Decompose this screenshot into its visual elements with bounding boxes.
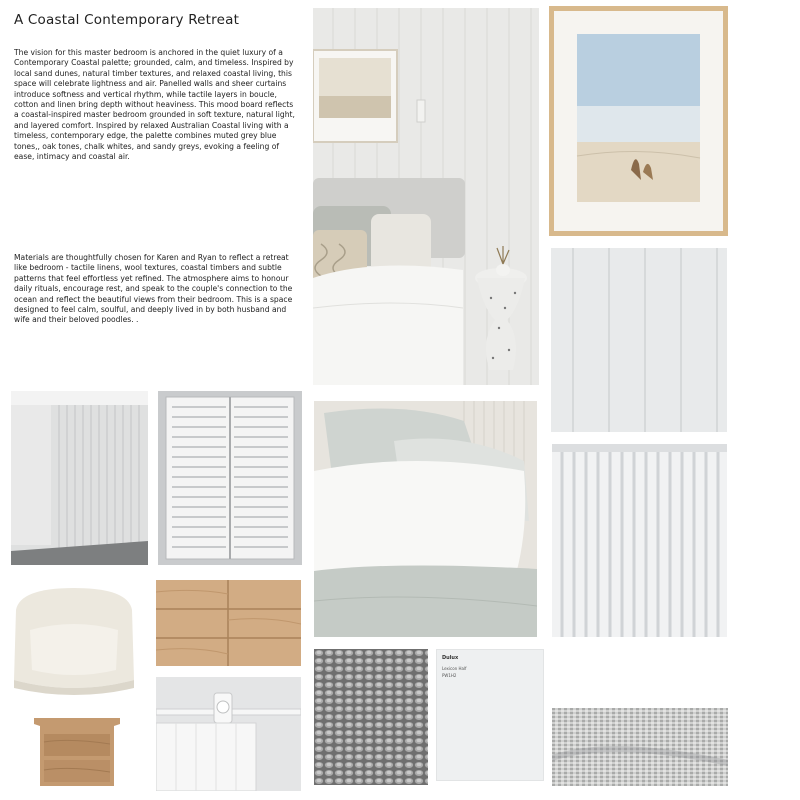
materials-paragraph: Materials are thoughtfully chosen for Karen and Ryan to reflect a retreat like bedroom - tactile linens, wool textures, coastal timbers and subtle patterns that feel effortless yet refined. The atmosphere aims to honour daily rituals, encourage rest, and speak to the couple's connection to the ocean and reflect the beautiful views from their bedroom. This is a space designed to feel calm, soulful, and deeply lived in by both husband and wife and their beloved poodles. . — [14, 253, 293, 325]
timber-bedside-table-photo — [30, 712, 124, 792]
panelled-wall-photo — [551, 248, 727, 432]
vision-paragraph: The vision for this master bedroom is anchored in the quiet luxury of a Contemporary Coastal palette; grounded, calm, and timeless. Inspired by local sand dunes, natural timber textures, and relaxed coastal living, this space will celebrate lightness and air. Panelled walls and sheer curtains introduce softness and vertical rhythm, while tactile layers in boucle, cotton and linen bring depth without heaviness. This mood board reflects a coastal-inspired master bedroom grounded in soft texture, natural light, and layered comfort. Inspired by relaxed Australian Coastal living with a timeless, contemporary edge, the palette combines muted grey blue tones,, oak tones, chalk whites, and sandy greys, evoking a feeling of ease, intimacy and coastal air. — [14, 48, 295, 162]
sheer-vertical-blinds-photo — [552, 444, 727, 637]
bedroom-photo — [313, 8, 539, 385]
swatch-brand: Dulux — [442, 655, 459, 661]
boucle-armchair-photo — [10, 580, 138, 700]
linen-bedding-photo — [314, 401, 537, 637]
plantation-shutters-photo — [158, 391, 302, 565]
textured-rug-photo — [552, 708, 728, 786]
swatch-colour-code: PW1H2 — [442, 673, 457, 678]
swatch-colour-name: Lexicon Half — [442, 666, 467, 671]
timber-dresser-photo — [156, 580, 301, 666]
board-title: A Coastal Contemporary Retreat — [14, 12, 240, 28]
barn-door-hardware-photo — [156, 677, 301, 791]
paint-swatch-card — [436, 649, 544, 781]
framed-print-photo — [549, 6, 728, 236]
sheer-curtain-room-photo — [11, 391, 148, 565]
loop-pile-carpet-photo — [314, 649, 428, 785]
